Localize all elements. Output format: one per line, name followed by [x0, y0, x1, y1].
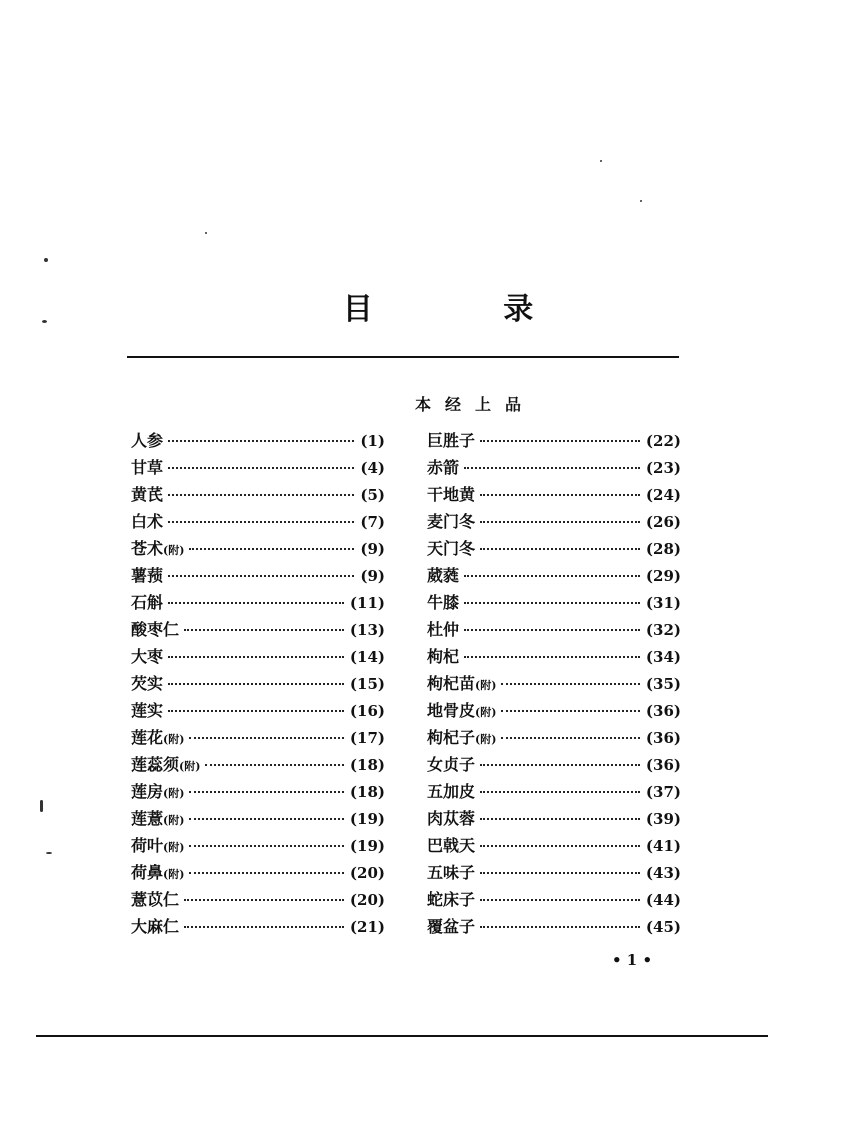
- toc-entry-page: (13): [349, 621, 385, 639]
- toc-entry: [427, 887, 681, 914]
- dot-leader: [189, 845, 343, 847]
- toc-entry-name: 葳蕤: [427, 566, 460, 585]
- scan-speck: [205, 232, 207, 234]
- toc-entry-page: (18): [349, 783, 385, 801]
- toc-entry-name: 赤箭: [427, 458, 460, 477]
- toc-entry-page: (44): [645, 891, 681, 909]
- toc-entry-page: (29): [645, 567, 681, 585]
- toc-entry: [427, 725, 681, 752]
- toc-entry-title: [427, 455, 459, 478]
- toc-entry: [131, 644, 385, 671]
- dot-leader: [464, 467, 640, 469]
- dot-leader: [480, 845, 640, 847]
- toc-entry-page: (39): [645, 810, 681, 828]
- toc-entry-name: 女贞子: [427, 755, 476, 774]
- toc-entry-name: 麦门冬: [427, 512, 476, 531]
- toc-entry-page: (22): [645, 432, 681, 450]
- toc-entry-note: (附): [163, 733, 185, 746]
- toc-entry: [427, 536, 681, 563]
- toc-entry-page: (1): [360, 432, 385, 450]
- toc-entry: [131, 887, 385, 914]
- dot-leader: [464, 602, 640, 604]
- toc-entry-page: (41): [645, 837, 681, 855]
- toc-entry-title: [427, 833, 475, 856]
- dot-leader: [480, 791, 640, 793]
- toc-entry-title: [427, 428, 475, 451]
- toc-entry-title: [131, 482, 163, 505]
- dot-leader: [480, 899, 640, 901]
- toc-entry-note: (附): [475, 733, 497, 746]
- dot-leader: [168, 494, 354, 496]
- toc-entry: [131, 536, 385, 563]
- toc-entry-title: [427, 482, 475, 505]
- toc-entry: [131, 914, 385, 941]
- toc-entry-title: [427, 590, 459, 613]
- dot-leader: [189, 737, 343, 739]
- dot-leader: [480, 521, 640, 523]
- toc-entry: [131, 779, 385, 806]
- toc-entry-title: [427, 887, 475, 910]
- toc-entry: [427, 671, 681, 698]
- toc-entry-name: 巨胜子: [427, 431, 476, 450]
- toc-entry-name: 黄芪: [131, 485, 164, 504]
- toc-entry-title: [427, 536, 475, 559]
- toc-entry-name: 枸杞: [427, 647, 460, 666]
- dot-leader: [464, 575, 640, 577]
- toc-entry: [131, 590, 385, 617]
- toc-entry-name: 莲薏: [131, 809, 164, 828]
- toc-entry-title: [131, 698, 163, 721]
- toc-entry-page: (20): [349, 891, 385, 909]
- toc-entry-note: (附): [163, 814, 185, 827]
- toc-entry-title: [131, 536, 184, 559]
- toc-entry-page: (31): [645, 594, 681, 612]
- toc-entry: [427, 644, 681, 671]
- toc-entry-page: (37): [645, 783, 681, 801]
- toc-entry-page: (20): [349, 864, 385, 882]
- toc-entry: [427, 482, 681, 509]
- toc-entry-title: [427, 779, 475, 802]
- toc-entry-page: (16): [349, 702, 385, 720]
- toc-entry: [131, 860, 385, 887]
- toc-entry: [427, 563, 681, 590]
- toc-entry: [427, 455, 681, 482]
- toc-entry: [427, 752, 681, 779]
- toc-entry-name: 大麻仁: [131, 917, 180, 936]
- toc-entry: [131, 428, 385, 455]
- toc-entry-title: [427, 914, 475, 937]
- toc-entry-title: [427, 752, 475, 775]
- toc-entry-page: (34): [645, 648, 681, 666]
- toc-entry-name: 干地黄: [427, 485, 476, 504]
- dot-leader: [184, 899, 344, 901]
- toc-entry: [131, 617, 385, 644]
- toc-entry-page: (4): [360, 459, 385, 477]
- toc-entry-title: [131, 914, 179, 937]
- toc-left-column: [131, 428, 385, 941]
- toc-entry-page: (19): [349, 837, 385, 855]
- toc-entry-name: 莲房: [131, 782, 164, 801]
- toc-entry-title: [131, 509, 163, 532]
- dot-leader: [189, 791, 343, 793]
- title-rule: [127, 356, 679, 358]
- toc-entry-name: 人参: [131, 431, 164, 450]
- toc-entry-title: [131, 644, 163, 667]
- dot-leader: [501, 683, 639, 685]
- dot-leader: [480, 764, 640, 766]
- toc-entry-name: 芡实: [131, 674, 164, 693]
- toc-entry-page: (17): [349, 729, 385, 747]
- toc-entry-page: (32): [645, 621, 681, 639]
- toc-entry: [131, 752, 385, 779]
- dot-leader: [480, 926, 640, 928]
- dot-leader: [168, 656, 344, 658]
- toc-entry-title: [131, 752, 200, 775]
- toc-entry-name: 枸杞苗: [427, 674, 476, 693]
- dot-leader: [184, 926, 344, 928]
- toc-entry-title: [427, 509, 475, 532]
- toc-entry-title: [131, 779, 184, 802]
- toc-entry-title: [427, 617, 459, 640]
- dot-leader: [168, 710, 344, 712]
- toc-entry-name: 酸枣仁: [131, 620, 180, 639]
- toc-entry: [427, 698, 681, 725]
- toc-entry-note: (附): [163, 868, 185, 881]
- toc-entry-title: [131, 725, 184, 748]
- toc-entry-page: (9): [360, 567, 385, 585]
- scan-speck: [46, 852, 52, 854]
- toc-entry-title: [427, 671, 496, 694]
- scan-speck: [600, 160, 602, 162]
- toc-entry: [131, 671, 385, 698]
- toc-entry-page: (11): [349, 594, 385, 612]
- toc-entry-title: [427, 644, 459, 667]
- toc-entry-page: (35): [645, 675, 681, 693]
- toc-entry-name: 荷叶: [131, 836, 164, 855]
- toc-entry-title: [131, 590, 163, 613]
- toc-entry-name: 巴戟天: [427, 836, 476, 855]
- dot-leader: [501, 737, 639, 739]
- toc-entry-name: 白术: [131, 512, 164, 531]
- toc-entry: [427, 779, 681, 806]
- toc-entry-title: [131, 455, 163, 478]
- toc-entry-name: 石斛: [131, 593, 164, 612]
- toc-entry-name: 薏苡仁: [131, 890, 180, 909]
- dot-leader: [464, 656, 640, 658]
- dot-leader: [480, 440, 640, 442]
- dot-leader: [168, 440, 354, 442]
- toc-entry-name: 莲蕊须: [131, 755, 180, 774]
- toc-entry-title: [427, 806, 475, 829]
- toc-entry: [131, 806, 385, 833]
- toc-entry-note: (附): [163, 841, 185, 854]
- toc-entry-note: (附): [163, 544, 185, 557]
- toc-entry: [427, 833, 681, 860]
- toc-entry-name: 枸杞子: [427, 728, 476, 747]
- dot-leader: [168, 575, 354, 577]
- toc-entry-note: (附): [475, 706, 497, 719]
- toc-entry-name: 杜仲: [427, 620, 460, 639]
- toc-entry-title: [131, 806, 184, 829]
- dot-leader: [205, 764, 343, 766]
- page-title: 目 录: [342, 292, 594, 327]
- toc-entry-name: 覆盆子: [427, 917, 476, 936]
- toc-entry-page: (5): [360, 486, 385, 504]
- toc-entry-title: [427, 698, 496, 721]
- toc-entry: [131, 482, 385, 509]
- scan-speck: [640, 200, 642, 202]
- bottom-rule: [36, 1035, 768, 1037]
- toc-entry-note: (附): [163, 787, 185, 800]
- toc-entry-page: (26): [645, 513, 681, 531]
- toc-entry: [131, 725, 385, 752]
- dot-leader: [189, 548, 354, 550]
- toc-entry: [427, 617, 681, 644]
- toc-entry-title: [131, 833, 184, 856]
- toc-entry: [131, 455, 385, 482]
- toc-entry-name: 地骨皮: [427, 701, 476, 720]
- toc-entry-title: [131, 671, 163, 694]
- toc-entry: [427, 806, 681, 833]
- toc-entry-page: (36): [645, 756, 681, 774]
- toc-entry-page: (24): [645, 486, 681, 504]
- page-number: • 1 •: [612, 951, 653, 969]
- toc-entry-note: (附): [475, 679, 497, 692]
- toc-entry-name: 肉苁蓉: [427, 809, 476, 828]
- toc-entry-name: 天门冬: [427, 539, 476, 558]
- toc-entry-name: 荷鼻: [131, 863, 164, 882]
- scan-speck: [44, 258, 48, 262]
- toc-entry-page: (36): [645, 702, 681, 720]
- toc-entry-page: (9): [360, 540, 385, 558]
- toc-entry: [427, 428, 681, 455]
- dot-leader: [168, 602, 344, 604]
- toc-entry: [131, 563, 385, 590]
- toc-entry-page: (7): [360, 513, 385, 531]
- toc-entry-note: (附): [179, 760, 201, 773]
- toc-entry: [427, 860, 681, 887]
- dot-leader: [480, 872, 640, 874]
- scan-speck: [42, 320, 47, 323]
- dot-leader: [168, 683, 344, 685]
- dot-leader: [189, 818, 343, 820]
- dot-leader: [184, 629, 344, 631]
- toc-entry-title: [131, 428, 163, 451]
- toc-entry-page: (19): [349, 810, 385, 828]
- toc-entry-name: 甘草: [131, 458, 164, 477]
- toc-entry-page: (43): [645, 864, 681, 882]
- toc-entry-name: 五加皮: [427, 782, 476, 801]
- toc-entry-name: 莲实: [131, 701, 164, 720]
- toc-entry-page: (15): [349, 675, 385, 693]
- toc-entry-page: (36): [645, 729, 681, 747]
- toc-entry-page: (28): [645, 540, 681, 558]
- toc-entry-name: 蛇床子: [427, 890, 476, 909]
- toc-entry-name: 大枣: [131, 647, 164, 666]
- toc-entry-title: [427, 725, 496, 748]
- toc-entry-page: (45): [645, 918, 681, 936]
- toc-entry: [131, 509, 385, 536]
- toc-entry: [131, 833, 385, 860]
- scan-speck: [40, 800, 43, 812]
- toc-entry-title: [427, 860, 475, 883]
- toc-entry-title: [131, 563, 163, 586]
- toc-right-column: [427, 428, 681, 941]
- toc-entry-page: (23): [645, 459, 681, 477]
- toc-entry-title: [131, 860, 184, 883]
- dot-leader: [480, 494, 640, 496]
- toc-entry-name: 苍术: [131, 539, 164, 558]
- dot-leader: [189, 872, 343, 874]
- toc-entry-name: 莲花: [131, 728, 164, 747]
- toc-entry-name: 五味子: [427, 863, 476, 882]
- toc-entry-page: (14): [349, 648, 385, 666]
- toc-entry: [427, 914, 681, 941]
- toc-entry-title: [131, 887, 179, 910]
- dot-leader: [480, 818, 640, 820]
- dot-leader: [480, 548, 640, 550]
- toc-entry: [427, 590, 681, 617]
- toc-entry-title: [427, 563, 459, 586]
- dot-leader: [168, 467, 354, 469]
- toc-entry-title: [131, 617, 179, 640]
- dot-leader: [501, 710, 639, 712]
- toc-entry: [427, 509, 681, 536]
- toc-entry: [131, 698, 385, 725]
- section-heading: 本经上品: [414, 395, 535, 414]
- dot-leader: [168, 521, 354, 523]
- dot-leader: [464, 629, 640, 631]
- toc-entry-name: 牛膝: [427, 593, 460, 612]
- toc-entry-page: (21): [349, 918, 385, 936]
- toc-entry-name: 薯蓣: [131, 566, 164, 585]
- toc-entry-page: (18): [349, 756, 385, 774]
